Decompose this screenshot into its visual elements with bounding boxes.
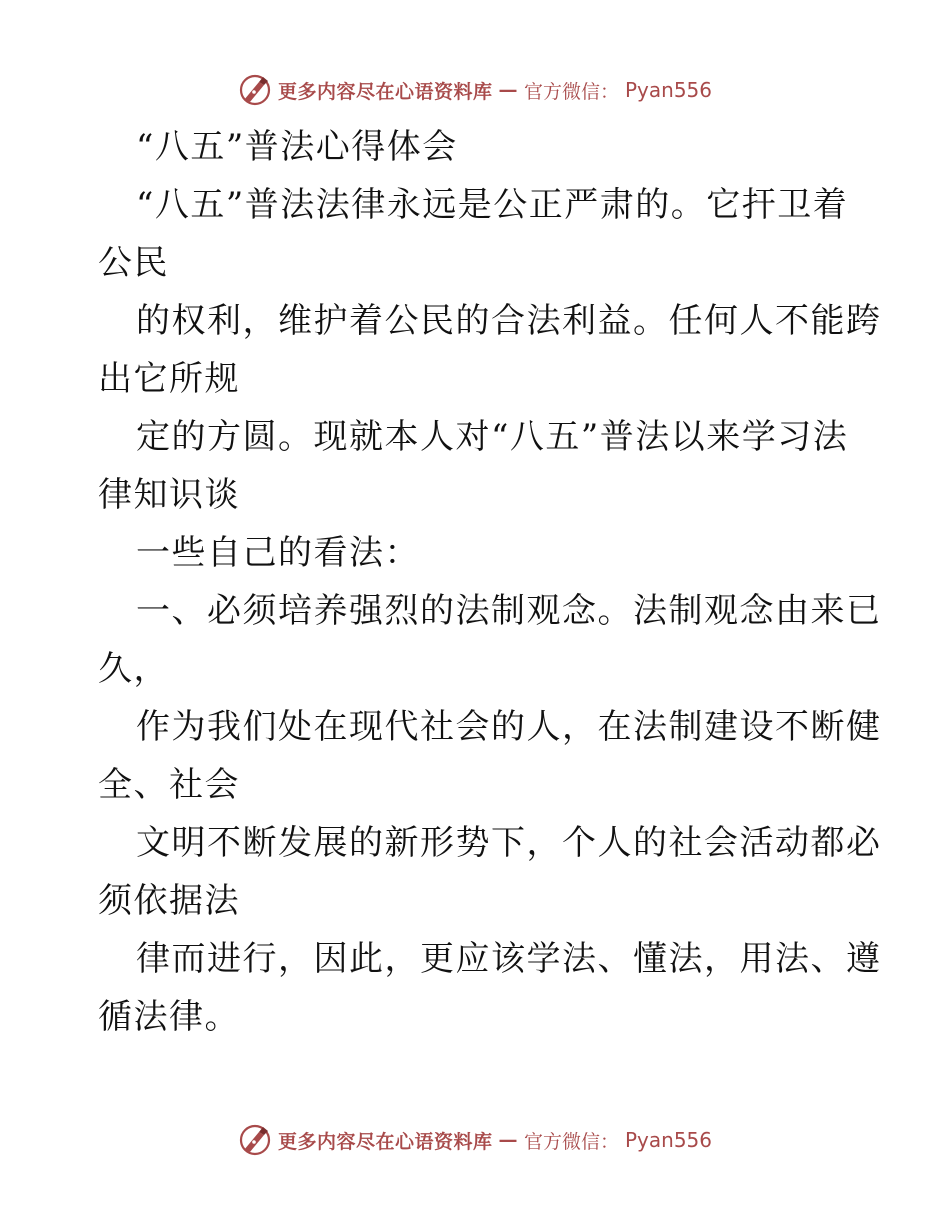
text-line: 全、社会 [98, 765, 240, 805]
text-line: 作为我们处在现代社会的人，在法制建设不断健 [136, 707, 882, 747]
fountain-pen-nib-icon [238, 1123, 272, 1157]
text-line: 循法律。 [98, 997, 240, 1037]
text-line: 律而进行，因此，更应该学法、懂法，用法、遵 [136, 939, 882, 979]
text-line: 文明不断发展的新形势下，个人的社会活动都必 [136, 823, 882, 863]
banner-separator: — [498, 1129, 518, 1151]
wechat-label: 官方微信： [523, 1130, 619, 1153]
wechat-id: Pyan556 [625, 78, 713, 102]
document-title: “八五”普法心得体会 [136, 127, 458, 167]
text-line: 公民 [98, 243, 169, 283]
wechat-id: Pyan556 [625, 1128, 713, 1152]
text-line: 定的方圆。现就本人对“八五”普法以来学习法 [136, 417, 849, 457]
text-line: 久， [98, 649, 169, 689]
wechat-label: 官方微信： [523, 80, 619, 103]
text-line: 一、必须培养强烈的法制观念。法制观念由来已 [136, 591, 882, 631]
text-line: 律知识谈 [98, 475, 240, 515]
text-line: 出它所规 [98, 359, 240, 399]
text-line: 须依据法 [98, 881, 240, 921]
footer-banner [0, 1120, 950, 1160]
site-name: 更多内容尽在心语资料库 [277, 80, 493, 103]
text-line: “八五”普法法律永远是公正严肃的。它扞卫着 [136, 185, 849, 225]
banner-separator: — [498, 79, 518, 101]
site-name: 更多内容尽在心语资料库 [277, 1130, 493, 1153]
document-body [98, 118, 882, 1046]
text-line: 一些自己的看法： [136, 533, 420, 573]
text-line: 的权利，维护着公民的合法利益。任何人不能跨 [136, 301, 882, 341]
fountain-pen-nib-icon [238, 73, 272, 107]
header-banner [0, 70, 950, 110]
